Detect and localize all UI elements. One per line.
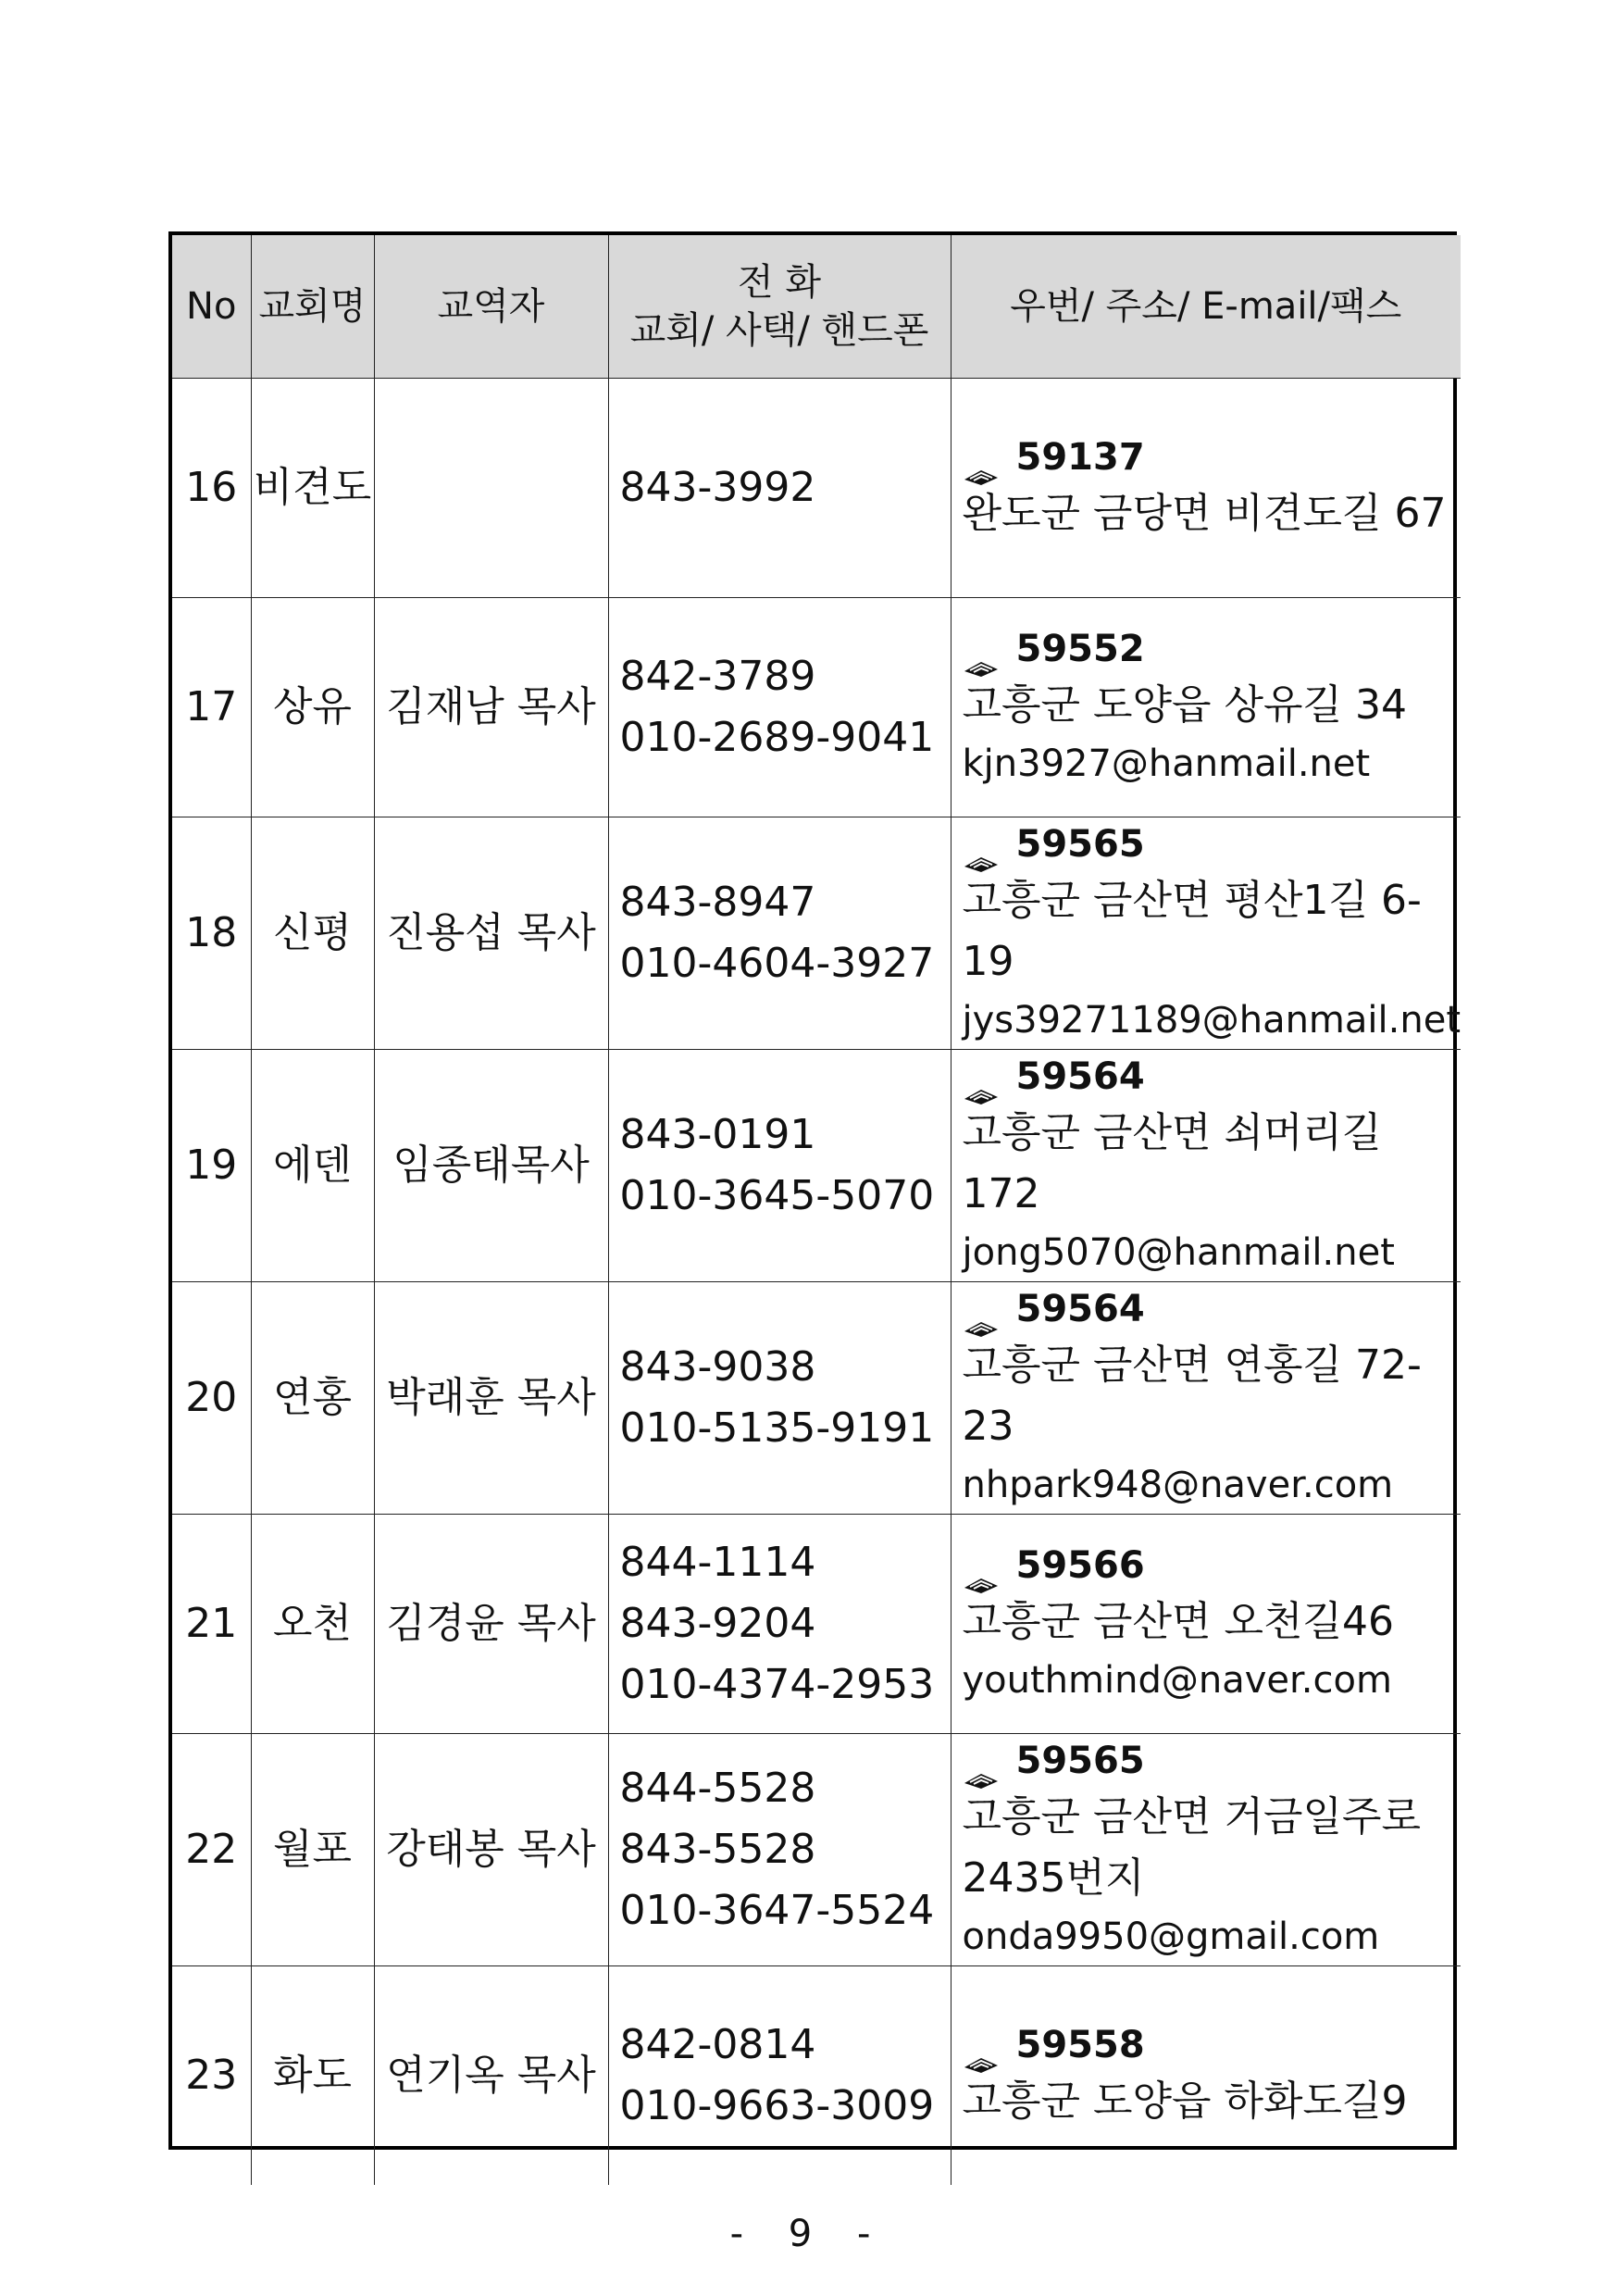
table-row <box>172 1514 1461 1733</box>
cell-church-name: 상유 <box>251 597 374 817</box>
zip-code <box>963 2019 1461 2071</box>
cell-address <box>951 1281 1461 1514</box>
church-directory-table-frame <box>168 231 1461 2150</box>
cell-address <box>951 1514 1461 1733</box>
zip-code-value: 59558 <box>1015 2023 1145 2066</box>
table-body <box>172 378 1461 2185</box>
cell-no: 19 <box>172 1049 251 1281</box>
email-address: youthmind@naver.com <box>962 1658 1392 1702</box>
zip-code-value: 59564 <box>1015 1287 1145 1330</box>
phone-number: 842-0814 <box>619 2020 816 2068</box>
email-address: kjn3927@hanmail.net <box>962 742 1371 785</box>
cell-phones <box>608 597 951 817</box>
cell-address <box>951 817 1461 1049</box>
cell-phones <box>608 1965 951 2185</box>
address-line: 고흥군 금산면 쇠머리길 172 <box>962 1108 1382 1217</box>
cell-church-name: 에덴 <box>251 1049 374 1281</box>
header-no: No <box>172 235 251 378</box>
cell-phones <box>608 817 951 1049</box>
email-address: jong5070@hanmail.net <box>962 1230 1395 1274</box>
address-line: 고흥군 도양읍 상유길 34 <box>962 680 1407 729</box>
address-line: 고흥군 금산면 평산1길 6-19 <box>962 876 1422 985</box>
cell-phones <box>608 1281 951 1514</box>
phone-number: 843-9038 <box>619 1342 816 1391</box>
phone-number: 843-5528 <box>619 1825 816 1873</box>
page-number: - 9 - <box>729 2213 888 2255</box>
table-row <box>172 817 1461 1049</box>
table-row <box>172 1733 1461 1965</box>
address-line: 고흥군 도양읍 하화도길9 <box>962 2077 1408 2125</box>
cell-church-name: 월포 <box>251 1733 374 1965</box>
address-line: 고흥군 금산면 연홍길 72-23 <box>962 1341 1422 1450</box>
cell-pastor: 강태봉 목사 <box>374 1733 608 1965</box>
email-address: jys39271189@hanmail.net <box>962 998 1461 1042</box>
header-phone <box>608 235 951 378</box>
zip-code-value: 59552 <box>1015 627 1145 670</box>
cell-church-name: 오천 <box>251 1514 374 1733</box>
zip-code <box>963 623 1461 675</box>
zip-code <box>963 1051 1461 1103</box>
cell-pastor: 진용섭 목사 <box>374 817 608 1049</box>
postal-mark-icon <box>963 836 1000 856</box>
postal-mark-icon <box>963 1068 1000 1089</box>
cell-address <box>951 378 1461 597</box>
cell-church-name: 화도 <box>251 1965 374 2185</box>
cell-address <box>951 1965 1461 2185</box>
phone-number: 843-8947 <box>619 878 816 926</box>
zip-code-value: 59565 <box>1015 1739 1145 1782</box>
cell-no: 23 <box>172 1965 251 2185</box>
zip-code-value: 59566 <box>1015 1543 1145 1587</box>
cell-pastor <box>374 378 608 597</box>
header-phone-sub: 교회/ 사택/ 핸드폰 <box>629 308 929 352</box>
cell-phones <box>608 1049 951 1281</box>
zip-code-value: 59564 <box>1015 1054 1145 1098</box>
cell-pastor: 박래훈 목사 <box>374 1281 608 1514</box>
cell-no: 18 <box>172 817 251 1049</box>
cell-no: 20 <box>172 1281 251 1514</box>
address-line: 고흥군 금산면 오천길46 <box>962 1597 1394 1645</box>
cell-no: 22 <box>172 1733 251 1965</box>
header-address: 우번/ 주소/ E-mail/팩스 <box>951 235 1461 378</box>
cell-church-name: 연홍 <box>251 1281 374 1514</box>
phone-number: 010-5135-9191 <box>619 1404 935 1452</box>
postal-mark-icon <box>963 1557 1000 1578</box>
address-line: 고흥군 금산면 거금일주로 <box>962 1792 1422 1841</box>
cell-phones <box>608 1733 951 1965</box>
zip-code-value: 59137 <box>1015 435 1145 479</box>
postal-mark-icon <box>963 2037 1000 2057</box>
phone-number: 010-2689-9041 <box>619 713 935 761</box>
phone-number: 010-4604-3927 <box>619 939 935 987</box>
zip-code <box>963 1735 1461 1787</box>
address-line: 2435번지 <box>962 1853 1145 1902</box>
cell-address <box>951 1733 1461 1965</box>
cell-no: 16 <box>172 378 251 597</box>
header-pastor: 교역자 <box>374 235 608 378</box>
postal-mark-icon <box>963 641 1000 661</box>
cell-pastor: 김재남 목사 <box>374 597 608 817</box>
zip-code <box>963 818 1461 870</box>
phone-number: 843-0191 <box>619 1110 816 1158</box>
email-address: onda9950@gmail.com <box>962 1915 1380 1958</box>
email-address: nhpark948@naver.com <box>962 1463 1394 1506</box>
phone-number: 843-3992 <box>619 463 816 511</box>
phone-number: 844-1114 <box>619 1538 816 1586</box>
postal-mark-icon <box>963 449 1000 469</box>
header-phone-title: 전 화 <box>738 260 821 304</box>
zip-code <box>963 431 1461 483</box>
zip-code <box>963 1540 1461 1591</box>
cell-church-name: 비견도 <box>251 378 374 597</box>
cell-phones <box>608 1514 951 1733</box>
church-directory-table <box>172 235 1461 2185</box>
phone-number: 010-3645-5070 <box>619 1171 935 1219</box>
cell-phones <box>608 378 951 597</box>
postal-mark-icon <box>963 1301 1000 1321</box>
postal-mark-icon <box>963 1753 1000 1773</box>
cell-no: 17 <box>172 597 251 817</box>
header-church: 교회명 <box>251 235 374 378</box>
table-header-row <box>172 235 1461 378</box>
phone-number: 010-4374-2953 <box>619 1660 935 1708</box>
phone-number: 843-9204 <box>619 1599 816 1647</box>
zip-code-value: 59565 <box>1015 822 1145 866</box>
phone-number: 010-3647-5524 <box>619 1886 935 1934</box>
table-row <box>172 1281 1461 1514</box>
table-row <box>172 597 1461 817</box>
cell-address <box>951 597 1461 817</box>
cell-church-name: 신평 <box>251 817 374 1049</box>
cell-pastor: 연기옥 목사 <box>374 1965 608 2185</box>
cell-no: 21 <box>172 1514 251 1733</box>
phone-number: 844-5528 <box>619 1764 816 1812</box>
table-row <box>172 1965 1461 2185</box>
cell-pastor: 임종태목사 <box>374 1049 608 1281</box>
phone-number: 842-3789 <box>619 652 816 700</box>
table-row <box>172 378 1461 597</box>
table-row <box>172 1049 1461 1281</box>
phone-number: 010-9663-3009 <box>619 2081 935 2129</box>
address-line: 완도군 금당면 비견도길 67 <box>962 489 1447 537</box>
zip-code <box>963 1283 1461 1335</box>
cell-pastor: 김경윤 목사 <box>374 1514 608 1733</box>
cell-address <box>951 1049 1461 1281</box>
